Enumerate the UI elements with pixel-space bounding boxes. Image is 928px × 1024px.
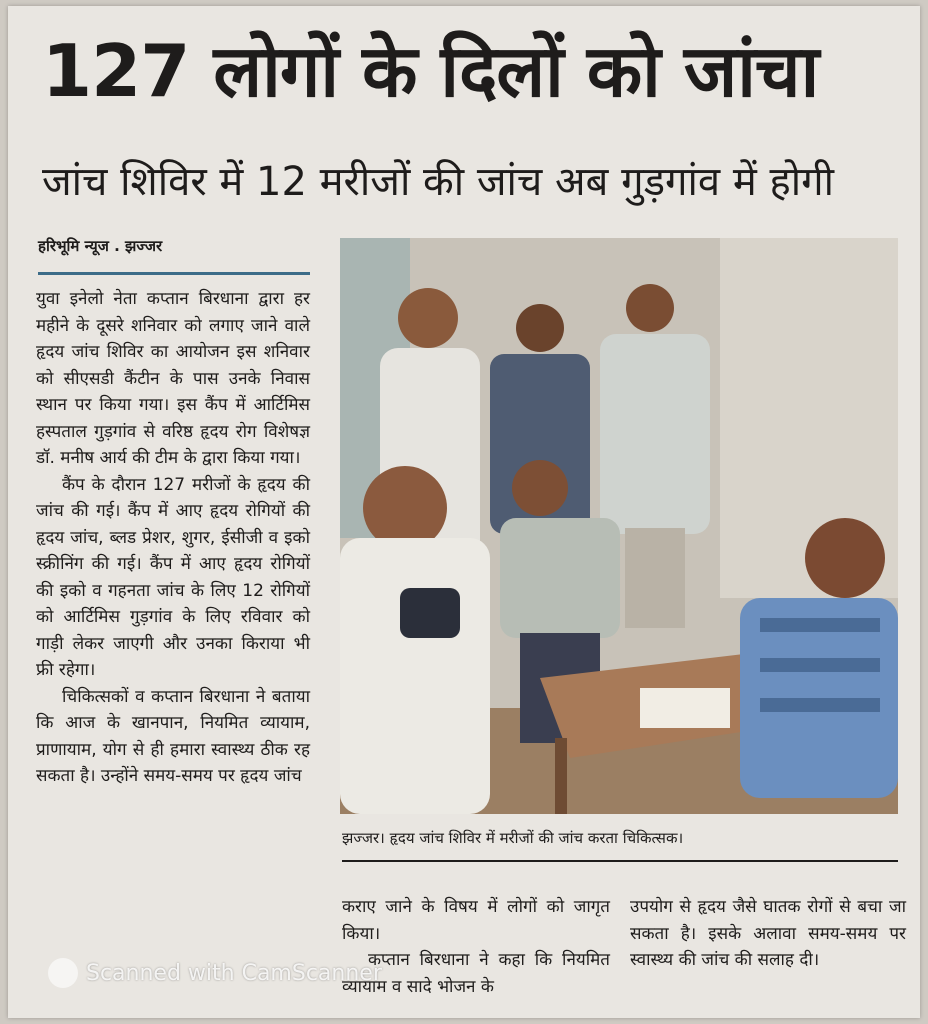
- article-column-1: [36, 286, 310, 790]
- camscanner-icon: [48, 958, 78, 988]
- photo-illustration: [340, 238, 898, 814]
- caption-rule: [342, 860, 898, 862]
- article-column-2: [342, 894, 610, 1000]
- article-paragraph: चिकित्सकों व कप्तान बिरधाना ने बताया कि आज के खानपान, नियमित व्यायाम, प्राणायाम, योग से ही हमारा स्वास्थ्य ठीक रह सकता है। उन्होंने समय-समय पर हृदय जांच: [36, 686, 310, 786]
- article-paragraph: उपयोग से हृदय जैसे घातक रोगों से बचा जा सकता है। इसके अलावा समय-समय पर स्वास्थ्य की जांच की सलाह दी।: [630, 897, 906, 970]
- byline-rule: [38, 272, 310, 275]
- newspaper-clipping: [8, 6, 920, 1018]
- watermark-text: Scanned with CamScanner: [86, 960, 382, 986]
- article-paragraph: कराए जाने के विषय में लोगों को जागृत किया।: [342, 897, 610, 944]
- photo-caption: झज्जर। हृदय जांच शिविर में मरीजों की जांच करता चिकित्सक।: [342, 829, 684, 847]
- news-photo: [340, 238, 898, 814]
- subheadline: जांच शिविर में 12 मरीजों की जांच अब गुड़गांव में होगी: [42, 159, 834, 205]
- headline: 127 लोगों के दिलों को जांचा: [42, 29, 819, 113]
- article-paragraph: युवा इनेलो नेता कप्तान बिरधाना द्वारा हर महीने के दूसरे शनिवार को लगाए जाने वाले हृदय जांच शिविर का आयोजन इस शनिवार को सीएसडी कैंटीन के पास उनके निवास स्थान पर किया गया। इस कैंप में आर्टिमिस हस्पताल गुड़गांव से वरिष्ठ हृदय रोग विशेषज्ञ डॉ. मनीष आर्य की टीम के द्वारा किया गया।: [36, 289, 310, 468]
- article-paragraph: कैंप के दौरान 127 मरीजों के हृदय की जांच की गई। कैंप में आए हृदय रोगियों की हृदय जांच, ब्लड प्रेशर, शुगर, ईसीजी व इको स्क्रीनिंग की गई। कैंप में आए हृदय रोगियों की इको व गहनता जांच के लिए 12 रोगियों को आर्टिमिस गुड़गांव के लिए रविवार को गाड़ी लेकर जाएगी और उनका किराया भी फ्री रहेगा।: [36, 474, 310, 680]
- article-paragraph: कप्तान बिरधाना ने कहा कि नियमित व्यायाम व सादे भोजन के: [342, 950, 610, 997]
- byline: हरिभूमि न्यूज . झज्जर: [38, 237, 163, 255]
- scanner-watermark: [48, 958, 382, 988]
- article-column-3: [630, 894, 906, 974]
